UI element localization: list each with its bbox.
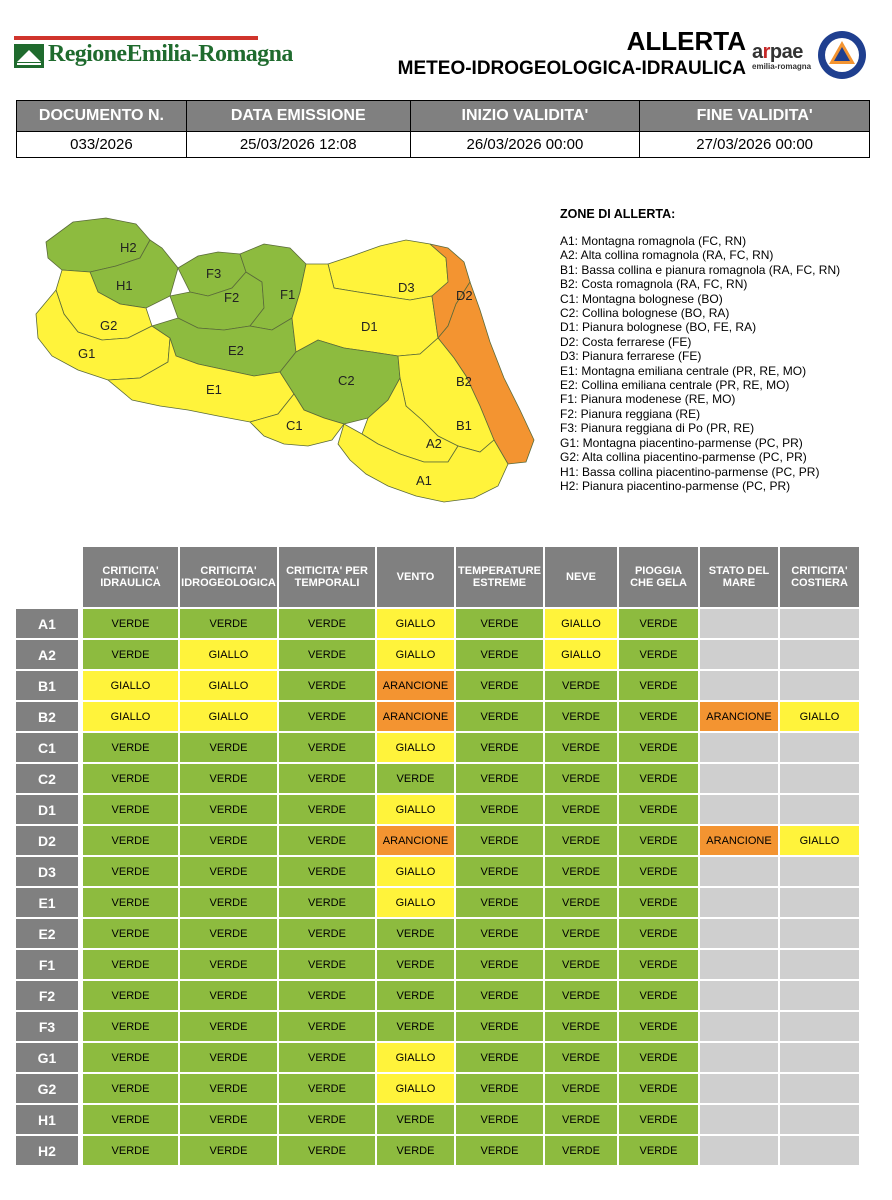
alert-level-cell: VERDE — [545, 1136, 617, 1165]
alert-level-cell: VERDE — [456, 981, 543, 1010]
zone-code: B2 — [16, 702, 78, 731]
alert-level-cell: VERDE — [180, 1074, 277, 1103]
alert-level-cell: VERDE — [619, 981, 698, 1010]
alert-level-cell: VERDE — [279, 733, 375, 762]
map-zone-label: B2 — [456, 374, 472, 389]
arpae-logo-name: arpae — [752, 41, 803, 63]
not-applicable-cell — [780, 888, 859, 917]
alert-level-cell: GIALLO — [545, 640, 617, 669]
alert-level-cell: ARANCIONE — [377, 702, 454, 731]
alert-level-cell: VERDE — [180, 795, 277, 824]
map-zone-label: A2 — [426, 436, 442, 451]
alert-level-cell: VERDE — [279, 702, 375, 731]
alert-level-cell: GIALLO — [780, 702, 859, 731]
alert-level-cell: VERDE — [83, 764, 178, 793]
not-applicable-cell — [780, 1012, 859, 1041]
alert-level-cell: VERDE — [279, 981, 375, 1010]
alert-level-cell: VERDE — [456, 1043, 543, 1072]
table-row — [16, 640, 864, 669]
alert-level-cell: VERDE — [279, 671, 375, 700]
alert-level-cell: VERDE — [619, 702, 698, 731]
not-applicable-cell — [700, 950, 778, 979]
map-zone-label: E1 — [206, 382, 222, 397]
alert-level-cell: VERDE — [545, 764, 617, 793]
zone-legend-item: F3: Pianura reggiana di Po (PR, RE) — [560, 421, 755, 436]
not-applicable-cell — [700, 764, 778, 793]
map-zone-label: D2 — [456, 288, 473, 303]
alert-level-cell: VERDE — [456, 950, 543, 979]
table-row — [16, 1105, 864, 1134]
doc-header-start-validity: INIZIO VALIDITA' — [410, 101, 640, 132]
table-row — [16, 1074, 864, 1103]
alert-level-cell: VERDE — [83, 1012, 178, 1041]
alert-level-cell: VERDE — [619, 795, 698, 824]
not-applicable-cell — [700, 857, 778, 886]
alert-level-cell: VERDE — [83, 1105, 178, 1134]
not-applicable-cell — [780, 1074, 859, 1103]
zone-code: D2 — [16, 826, 78, 855]
region-emblem-icon — [14, 44, 44, 68]
alert-level-cell: VERDE — [83, 1136, 178, 1165]
alert-level-cell: VERDE — [619, 1043, 698, 1072]
alert-level-cell: VERDE — [279, 609, 375, 638]
alert-level-cell: VERDE — [377, 1136, 454, 1165]
alert-level-cell: VERDE — [619, 1136, 698, 1165]
alert-level-cell: VERDE — [545, 671, 617, 700]
alert-level-cell: VERDE — [619, 640, 698, 669]
alert-level-cell: VERDE — [377, 950, 454, 979]
alert-level-cell: GIALLO — [377, 733, 454, 762]
table-row — [16, 609, 864, 638]
zone-code: F1 — [16, 950, 78, 979]
not-applicable-cell — [700, 1074, 778, 1103]
alert-level-cell: VERDE — [456, 888, 543, 917]
alert-level-cell: VERDE — [180, 733, 277, 762]
alert-level-cell: VERDE — [619, 764, 698, 793]
alert-level-cell: VERDE — [180, 1105, 277, 1134]
alert-level-cell: VERDE — [545, 1105, 617, 1134]
column-header: CRITICITA' COSTIERA — [780, 547, 859, 607]
not-applicable-cell — [780, 1105, 859, 1134]
alert-level-cell: VERDE — [279, 640, 375, 669]
map-zone-label: E2 — [228, 343, 244, 358]
alert-level-cell: GIALLO — [180, 640, 277, 669]
not-applicable-cell — [780, 733, 859, 762]
not-applicable-cell — [700, 1136, 778, 1165]
not-applicable-cell — [780, 857, 859, 886]
zone-code: E2 — [16, 919, 78, 948]
table-row — [16, 795, 864, 824]
alert-level-cell: GIALLO — [377, 888, 454, 917]
alert-level-cell: VERDE — [545, 950, 617, 979]
zone-legend-item: C1: Montagna bolognese (BO) — [560, 291, 723, 306]
not-applicable-cell — [700, 609, 778, 638]
zones-legend-title: ZONE DI ALLERTA: — [560, 207, 676, 221]
alert-level-cell: VERDE — [279, 950, 375, 979]
alert-level-cell: VERDE — [279, 919, 375, 948]
doc-end-validity: 27/03/2026 00:00 — [640, 132, 870, 158]
alert-level-cell: VERDE — [456, 1074, 543, 1103]
alert-level-cell: VERDE — [545, 1074, 617, 1103]
not-applicable-cell — [700, 981, 778, 1010]
alert-level-cell: VERDE — [279, 826, 375, 855]
alert-level-cell: VERDE — [456, 702, 543, 731]
not-applicable-cell — [780, 919, 859, 948]
zone-legend-item: B2: Costa romagnola (RA, FC, RN) — [560, 277, 748, 292]
not-applicable-cell — [780, 640, 859, 669]
alert-level-cell: VERDE — [545, 733, 617, 762]
table-row — [16, 1043, 864, 1072]
not-applicable-cell — [700, 733, 778, 762]
alert-level-cell: VERDE — [545, 888, 617, 917]
alert-level-cell: GIALLO — [377, 1043, 454, 1072]
table-row — [16, 950, 864, 979]
alert-level-cell: VERDE — [377, 1105, 454, 1134]
alert-level-cell: VERDE — [180, 1043, 277, 1072]
alert-level-cell: VERDE — [83, 795, 178, 824]
zone-code: E1 — [16, 888, 78, 917]
alert-level-cell: VERDE — [545, 981, 617, 1010]
alert-level-cell: VERDE — [545, 826, 617, 855]
zone-code: F2 — [16, 981, 78, 1010]
alert-level-cell: VERDE — [180, 826, 277, 855]
zone-code: B1 — [16, 671, 78, 700]
arpae-logo-sub: emilia-romagna — [752, 62, 812, 71]
alert-level-cell: VERDE — [545, 795, 617, 824]
alert-level-cell: VERDE — [619, 888, 698, 917]
alert-level-cell: VERDE — [83, 609, 178, 638]
alert-level-cell: VERDE — [83, 640, 178, 669]
alert-level-cell: VERDE — [619, 1012, 698, 1041]
zone-legend-item: G2: Alta collina piacentino-parmense (PC, PR) — [560, 450, 807, 465]
zones-legend — [560, 207, 880, 493]
alert-level-cell: VERDE — [456, 640, 543, 669]
map-zone-label: D3 — [398, 280, 415, 295]
document-info-table — [16, 100, 870, 158]
alert-level-cell: VERDE — [180, 609, 277, 638]
alert-level-cell: VERDE — [279, 888, 375, 917]
map-zone-label: B1 — [456, 418, 472, 433]
alert-level-cell: VERDE — [545, 1043, 617, 1072]
alert-level-cell: VERDE — [279, 1136, 375, 1165]
zone-code: H1 — [16, 1105, 78, 1134]
alert-level-cell: VERDE — [83, 857, 178, 886]
alert-level-cell: VERDE — [83, 1043, 178, 1072]
not-applicable-cell — [700, 1012, 778, 1041]
not-applicable-cell — [700, 1043, 778, 1072]
alert-level-cell: VERDE — [619, 609, 698, 638]
alert-level-cell: ARANCIONE — [377, 671, 454, 700]
alert-level-cell: VERDE — [545, 857, 617, 886]
not-applicable-cell — [700, 1105, 778, 1134]
zone-legend-item: D2: Costa ferrarese (FE) — [560, 334, 692, 349]
not-applicable-cell — [780, 981, 859, 1010]
alert-level-cell: VERDE — [180, 764, 277, 793]
zone-legend-item: A1: Montagna romagnola (FC, RN) — [560, 234, 747, 248]
alert-level-cell: VERDE — [456, 733, 543, 762]
table-row — [16, 826, 864, 855]
alert-level-cell: GIALLO — [377, 857, 454, 886]
alert-level-cell: GIALLO — [780, 826, 859, 855]
map-zone-label: H1 — [116, 278, 133, 293]
map-zone-label: H2 — [120, 240, 137, 255]
table-row — [16, 919, 864, 948]
alert-level-cell: VERDE — [619, 1105, 698, 1134]
alert-level-cell: VERDE — [180, 981, 277, 1010]
zone-legend-item: A2: Alta collina romagnola (RA, FC, RN) — [560, 248, 774, 263]
not-applicable-cell — [700, 888, 778, 917]
alert-level-cell: VERDE — [83, 981, 178, 1010]
table-row — [16, 733, 864, 762]
alert-level-cell: VERDE — [456, 609, 543, 638]
column-header: CRITICITA' PER TEMPORALI — [279, 547, 375, 607]
alert-level-cell: VERDE — [377, 1012, 454, 1041]
alert-level-cell: ARANCIONE — [700, 702, 778, 731]
alert-level-cell: VERDE — [456, 671, 543, 700]
alert-level-cell: VERDE — [83, 888, 178, 917]
table-row — [16, 702, 864, 731]
alert-level-cell: VERDE — [619, 1074, 698, 1103]
alert-level-cell: VERDE — [456, 795, 543, 824]
alert-level-cell: GIALLO — [377, 609, 454, 638]
zone-legend-item: F2: Pianura reggiana (RE) — [560, 406, 701, 421]
column-header: CRITICITA' IDROGEOLOGICA — [180, 547, 277, 607]
not-applicable-cell — [700, 919, 778, 948]
not-applicable-cell — [780, 609, 859, 638]
zone-legend-item: B1: Bassa collina e pianura romagnola (RA, FC, RN) — [560, 262, 841, 277]
alert-level-cell: VERDE — [180, 1136, 277, 1165]
doc-header-end-validity: FINE VALIDITA' — [640, 101, 870, 132]
not-applicable-cell — [780, 950, 859, 979]
region-logo-text: RegioneEmilia-Romagna — [48, 41, 293, 67]
column-header: VENTO — [377, 547, 454, 607]
alert-level-cell: VERDE — [83, 733, 178, 762]
alert-level-cell: VERDE — [545, 1012, 617, 1041]
alert-level-cell: VERDE — [279, 764, 375, 793]
map-zone-label: F3 — [206, 266, 222, 281]
alert-level-cell: VERDE — [619, 671, 698, 700]
zone-code: D1 — [16, 795, 78, 824]
map-zone-label: C2 — [338, 373, 355, 388]
alert-level-cell: GIALLO — [377, 795, 454, 824]
zone-code: D3 — [16, 857, 78, 886]
map-zone-label: G1 — [78, 346, 96, 361]
arpae-logo — [752, 42, 812, 76]
zone-code: F3 — [16, 1012, 78, 1041]
column-header: NEVE — [545, 547, 617, 607]
alert-level-cell: VERDE — [180, 1012, 277, 1041]
table-row — [16, 857, 864, 886]
doc-number: 033/2026 — [17, 132, 187, 158]
map-zone-label: C1 — [286, 418, 303, 433]
not-applicable-cell — [700, 795, 778, 824]
zone-code: G1 — [16, 1043, 78, 1072]
alert-level-cell: VERDE — [279, 1012, 375, 1041]
alert-level-cell: VERDE — [83, 919, 178, 948]
column-header: TEMPERATURE ESTREME — [456, 547, 543, 607]
alert-level-cell: VERDE — [180, 950, 277, 979]
zone-legend-item: C2: Collina bolognese (BO, RA) — [560, 306, 730, 321]
alert-level-cell: GIALLO — [180, 671, 277, 700]
logo-red-bar — [14, 36, 258, 40]
not-applicable-cell — [780, 795, 859, 824]
doc-issue-date: 25/03/2026 12:08 — [186, 132, 410, 158]
alert-level-cell: VERDE — [619, 733, 698, 762]
not-applicable-cell — [700, 671, 778, 700]
not-applicable-cell — [780, 1136, 859, 1165]
zone-code: C1 — [16, 733, 78, 762]
protezione-civile-logo-icon — [817, 30, 867, 80]
not-applicable-cell — [700, 640, 778, 669]
alert-level-cell: VERDE — [456, 1136, 543, 1165]
not-applicable-cell — [780, 1043, 859, 1072]
zone-legend-item: D3: Pianura ferrarese (FE) — [560, 349, 702, 364]
map-zone-label: F2 — [224, 290, 240, 305]
alert-level-cell: ARANCIONE — [700, 826, 778, 855]
doc-header-number: DOCUMENTO N. — [17, 101, 187, 132]
alert-level-cell: GIALLO — [83, 671, 178, 700]
table-row — [16, 1012, 864, 1041]
zone-legend-item: F1: Pianura modenese (RE, MO) — [560, 392, 736, 407]
map-zone-label: A1 — [416, 473, 432, 488]
table-row — [16, 981, 864, 1010]
alert-level-cell: VERDE — [456, 857, 543, 886]
table-row — [16, 1136, 864, 1165]
alert-level-cell: GIALLO — [377, 1074, 454, 1103]
zone-legend-item: H2: Pianura piacentino-parmense (PC, PR) — [560, 478, 791, 493]
zones-legend-list — [560, 234, 880, 493]
alert-level-cell: VERDE — [83, 950, 178, 979]
doc-header-issue-date: DATA EMISSIONE — [186, 101, 410, 132]
map-zone-label: G2 — [100, 318, 118, 333]
alert-level-cell: VERDE — [279, 795, 375, 824]
zone-code: C2 — [16, 764, 78, 793]
alert-level-cell: VERDE — [456, 919, 543, 948]
table-row — [16, 764, 864, 793]
column-header: STATO DEL MARE — [700, 547, 778, 607]
regione-emilia-romagna-logo — [14, 36, 293, 70]
alert-level-cell: VERDE — [279, 1074, 375, 1103]
alert-level-cell: VERDE — [545, 919, 617, 948]
alert-level-cell: ARANCIONE — [377, 826, 454, 855]
alert-zones-map — [28, 200, 540, 510]
alert-level-cell: GIALLO — [377, 640, 454, 669]
alert-level-cell: GIALLO — [83, 702, 178, 731]
map-zone-label: F1 — [280, 287, 296, 302]
doc-start-validity: 26/03/2026 00:00 — [410, 132, 640, 158]
alert-level-cell: GIALLO — [180, 702, 277, 731]
alert-level-cell: VERDE — [83, 1074, 178, 1103]
alert-level-cell: VERDE — [456, 826, 543, 855]
zone-legend-item: D1: Pianura bolognese (BO, FE, RA) — [560, 320, 757, 335]
page-subtitle: METEO-IDROGEOLOGICA-IDRAULICA — [397, 58, 746, 79]
alert-level-cell: VERDE — [456, 1012, 543, 1041]
zone-code: A1 — [16, 609, 78, 638]
alert-level-cell: VERDE — [619, 919, 698, 948]
alert-level-cell: VERDE — [456, 764, 543, 793]
alert-level-cell: VERDE — [83, 826, 178, 855]
alert-level-cell: VERDE — [619, 826, 698, 855]
alert-level-cell: VERDE — [619, 857, 698, 886]
alert-level-cell: VERDE — [180, 919, 277, 948]
column-header: PIOGGIA CHE GELA — [619, 547, 698, 607]
zone-code: H2 — [16, 1136, 78, 1165]
page-title: ALLERTA — [626, 26, 746, 56]
zone-legend-item: H1: Bassa collina piacentino-parmense (PC, PR) — [560, 464, 820, 479]
column-header: CRITICITA' IDRAULICA — [83, 547, 178, 607]
alert-level-cell: VERDE — [377, 919, 454, 948]
alert-level-cell: VERDE — [279, 1043, 375, 1072]
alert-level-cell: GIALLO — [545, 609, 617, 638]
map-zone-label: D1 — [361, 319, 378, 334]
zone-legend-item: E1: Montagna emiliana centrale (PR, RE, MO) — [560, 363, 807, 378]
alert-level-cell: VERDE — [180, 857, 277, 886]
table-row — [16, 888, 864, 917]
alert-level-cell: VERDE — [619, 950, 698, 979]
alert-level-cell: VERDE — [377, 764, 454, 793]
alert-level-cell: VERDE — [279, 1105, 375, 1134]
alert-level-cell: VERDE — [180, 888, 277, 917]
zone-code: G2 — [16, 1074, 78, 1103]
not-applicable-cell — [780, 764, 859, 793]
alert-level-cell: VERDE — [377, 981, 454, 1010]
alert-level-cell: VERDE — [545, 702, 617, 731]
not-applicable-cell — [780, 671, 859, 700]
alert-level-cell: VERDE — [279, 857, 375, 886]
zone-code: A2 — [16, 640, 78, 669]
alert-level-cell: VERDE — [456, 1105, 543, 1134]
zone-legend-item: G1: Montagna piacentino-parmense (PC, PR) — [560, 435, 803, 450]
zone-legend-item: E2: Collina emiliana centrale (PR, RE, MO) — [560, 378, 790, 393]
table-row — [16, 671, 864, 700]
